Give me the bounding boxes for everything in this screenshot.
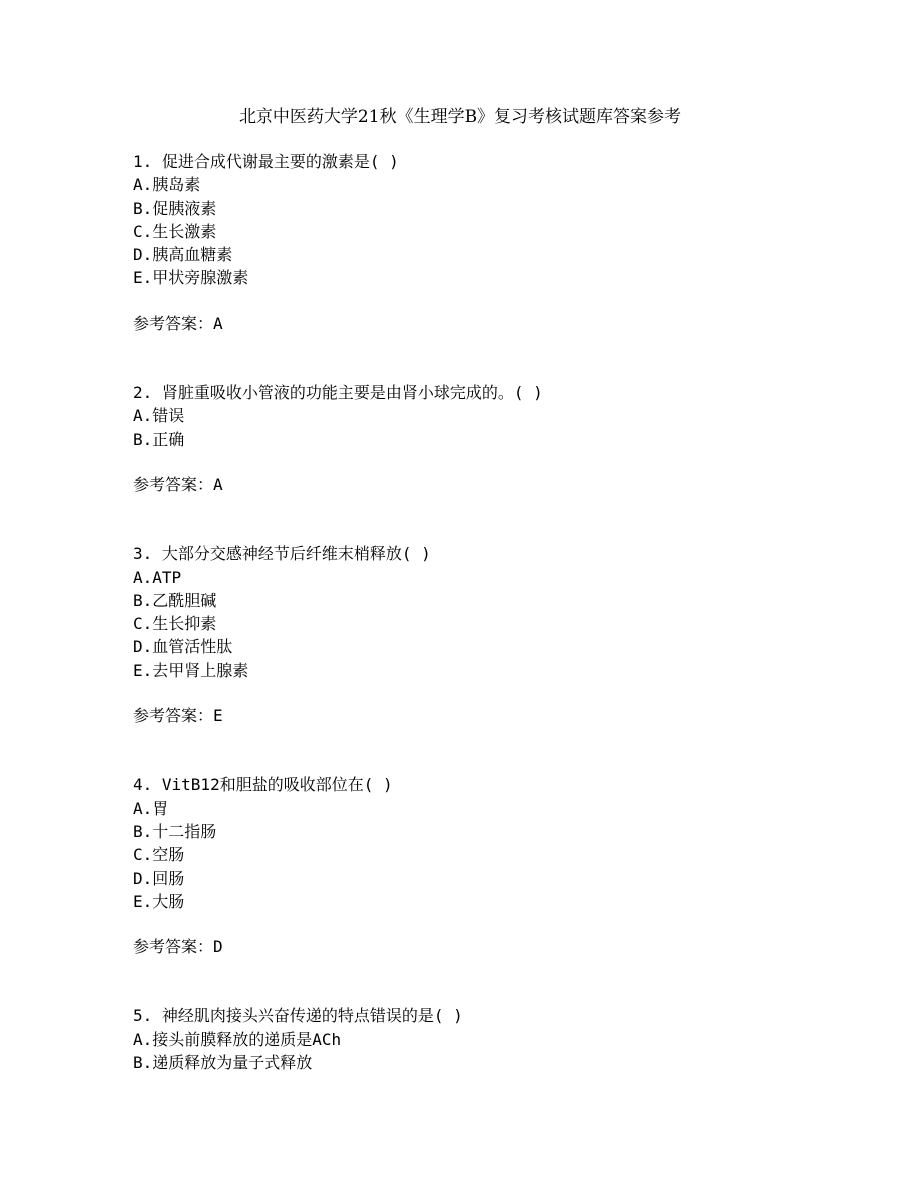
option-a: A.胃: [133, 798, 169, 818]
option-d: D.胰高血糖素: [133, 245, 233, 265]
option-e: E.大肠: [133, 891, 185, 911]
option-e: E.去甲肾上腺素: [133, 660, 249, 680]
option-b: B.十二指肠: [133, 821, 217, 841]
option-c: C.生长激素: [133, 221, 217, 241]
option-c: C.空肠: [133, 845, 185, 865]
reference-answer: 参考答案：A: [133, 474, 223, 494]
question-stem: 4. VitB12和胆盐的吸收部位在( ): [133, 775, 393, 795]
option-a: A.错误: [133, 406, 185, 426]
question-2: [133, 381, 833, 496]
option-b: B.乙酰胆碱: [133, 590, 217, 610]
option-b: B.递质释放为量子式释放: [133, 1053, 313, 1073]
reference-answer: 参考答案：D: [133, 937, 223, 957]
document-title: 北京中医药大学21秋《生理学B》复习考核试题库答案参考: [238, 107, 682, 127]
option-e: E.甲状旁腺激素: [133, 268, 249, 288]
option-a: A.胰岛素: [133, 175, 201, 195]
question-1: [133, 150, 833, 335]
option-c: C.生长抑素: [133, 614, 217, 634]
reference-answer: 参考答案：A: [133, 313, 223, 333]
question-stem: 5. 神经肌肉接头兴奋传递的特点错误的是( ): [133, 1006, 463, 1026]
option-a: A.接头前膜释放的递质是ACh: [133, 1029, 342, 1049]
question-3: [133, 542, 833, 727]
option-a: A.ATP: [133, 567, 182, 587]
option-b: B.促胰液素: [133, 198, 217, 218]
question-stem: 3. 大部分交感神经节后纤维末梢释放( ): [133, 544, 431, 564]
question-4: [133, 773, 833, 958]
option-b: B.正确: [133, 429, 185, 449]
option-d: D.回肠: [133, 868, 185, 888]
question-stem: 1. 促进合成代谢最主要的激素是( ): [133, 152, 399, 171]
reference-answer: 参考答案：E: [133, 706, 223, 726]
question-5: [133, 1004, 833, 1074]
question-stem: 2. 肾脏重吸收小管液的功能主要是由肾小球完成的。( ): [133, 383, 543, 403]
option-d: D.血管活性肽: [133, 637, 233, 657]
question-list: [133, 150, 833, 1074]
